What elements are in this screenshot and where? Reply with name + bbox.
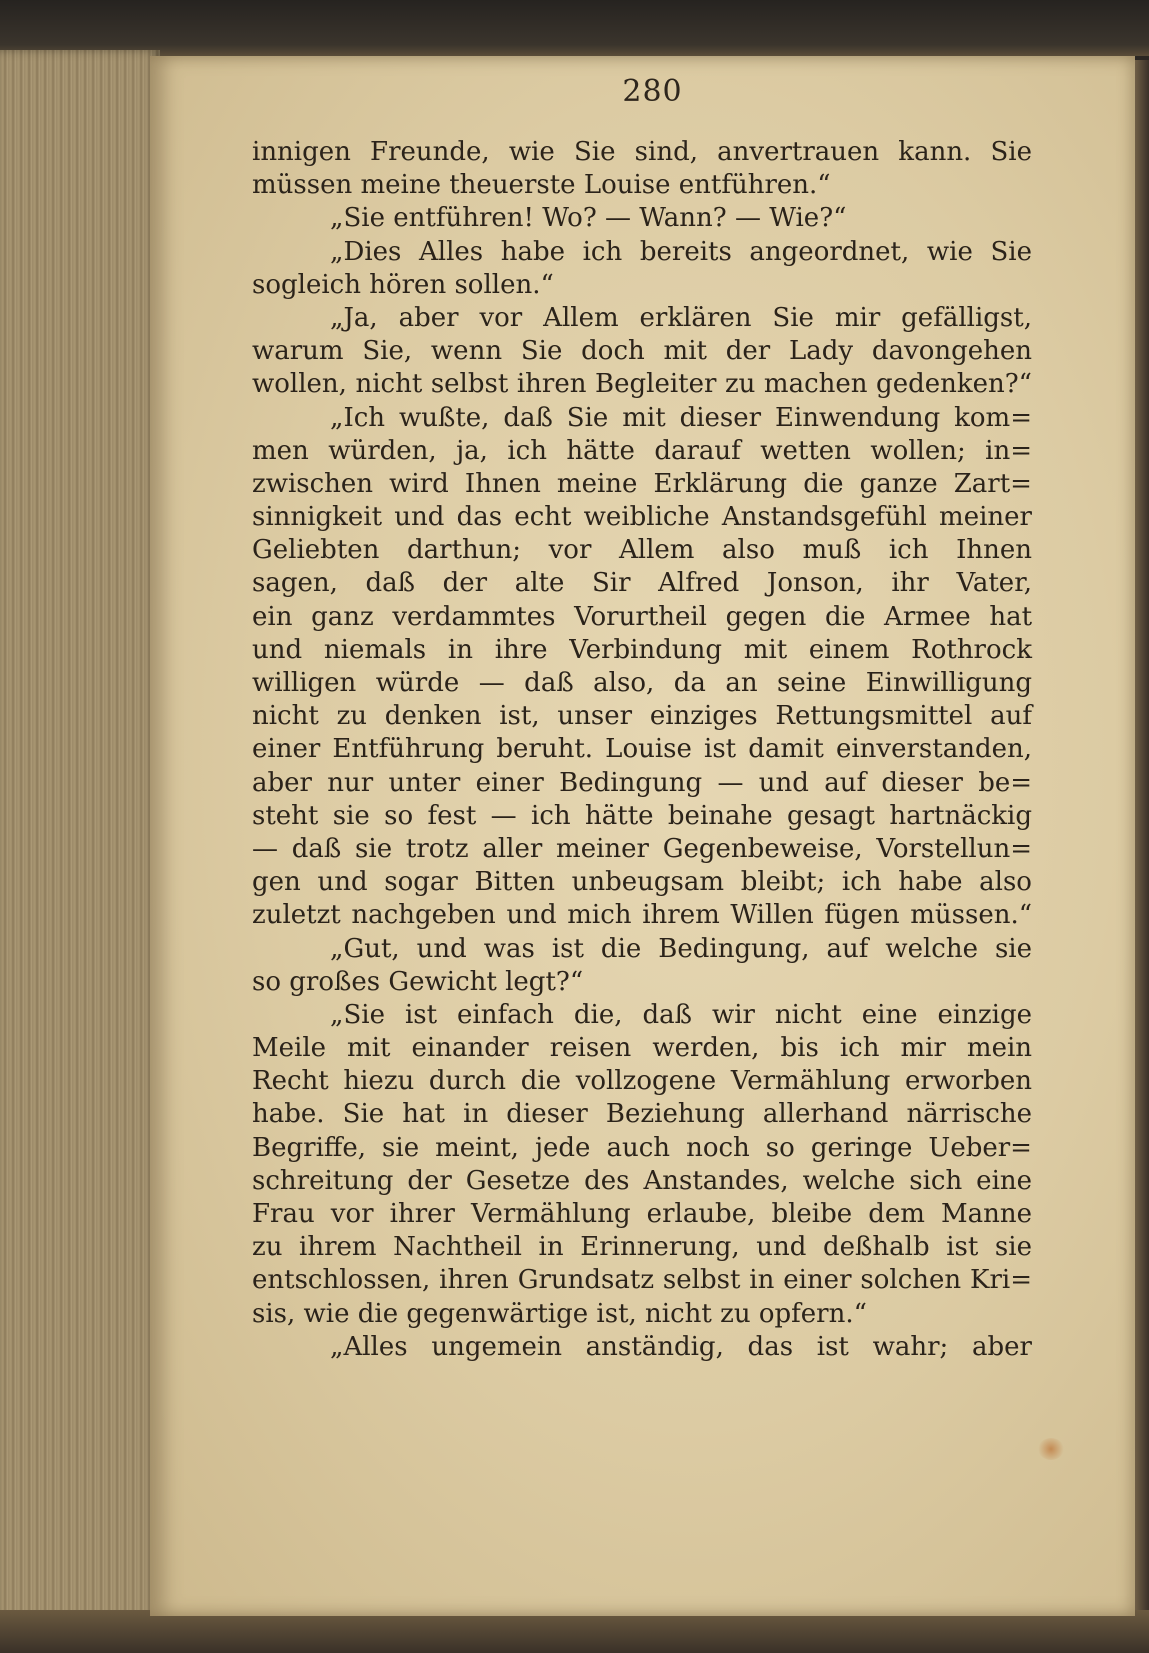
text-line: sagen, daß der alte Sir Alfred Jonson, ihr Vater, — [252, 568, 1033, 599]
text-line: „Ich wußte, daß Sie mit dieser Einwendung kom= — [330, 402, 1032, 433]
text-line: „Alles ungemein anständig, das ist wahr; aber — [330, 1331, 1032, 1362]
background-shadow — [0, 0, 1149, 56]
text-line: nicht zu denken ist, unser einziges Rettungsmittel auf — [252, 701, 1032, 732]
text-line: warum Sie, wenn Sie doch mit der Lady davongehen — [252, 336, 1033, 367]
text-line: Frau vor ihrer Vermählung erlaube, bleibe dem Manne — [252, 1199, 1032, 1229]
bottom-edge — [0, 1610, 1149, 1653]
text-line: gen und sogar Bitten unbeugsam bleibt; ich habe also — [252, 867, 1032, 898]
text-line: innigen Freunde, wie Sie sind, anvertrauen kann. Sie — [252, 137, 1033, 167]
text-line: sis, wie die gegenwärtige ist, nicht zu opfern.“ — [252, 1298, 867, 1329]
text-line: — daß sie trotz aller meiner Gegenbeweise, Vorstellun= — [252, 833, 1032, 864]
text-line: „Ja, aber vor Allem erklären Sie mir gefälligst, — [330, 302, 1032, 333]
text-line: „Sie entführen! Wo? — Wann? — Wie?“ — [330, 203, 847, 234]
text-line: sogleich hören sollen.“ — [252, 269, 554, 300]
text-line: wollen, nicht selbst ihren Begleiter zu machen gedenken?“ — [252, 369, 1032, 400]
text-line: Geliebten darthun; vor Allem also muß ich Ihnen — [252, 535, 1032, 566]
text-line: steht sie so fest — ich hätte beinahe gesagt hartnäckig — [252, 800, 1032, 831]
text-line: aber nur unter einer Bedingung — und auf dieser be= — [252, 767, 1033, 798]
text-line: zu ihrem Nachtheil in Erinnerung, und deßhalb ist sie — [252, 1232, 1032, 1263]
text-line: entschlossen, ihren Grundsatz selbst in einer solchen Kri= — [252, 1265, 1032, 1296]
book-page — [150, 56, 1135, 1616]
text-line: Meile mit einander reisen werden, bis ich mir mein — [252, 1033, 1033, 1064]
text-line: müssen meine theuerste Louise entführen.“ — [252, 170, 831, 201]
text-line: Begriffe, sie meint, jede auch noch so geringe Ueber= — [252, 1132, 1032, 1163]
text-line: habe. Sie hat in dieser Beziehung allerhand närrische — [252, 1099, 1032, 1130]
paper-stain — [1038, 1438, 1064, 1460]
page-text — [252, 136, 1032, 1364]
text-line: und niemals in ihre Verbindung mit einem Rothrock — [252, 634, 1032, 665]
text-line: men würden, ja, ich hätte darauf wetten wollen; in= — [252, 435, 1033, 466]
page-stack-edge — [0, 50, 160, 1653]
text-line: ein ganz verdammtes Vorurtheil gegen die Armee hat — [252, 601, 1033, 632]
text-line: sinnigkeit und das echt weibliche Anstandsgefühl meiner — [252, 502, 1032, 533]
text-line: „Dies Alles habe ich bereits angeordnet, wie Sie — [330, 236, 1032, 267]
text-line: willigen würde — daß also, da an seine Einwilligung — [252, 668, 1033, 698]
text-line: „Gut, und was ist die Bedingung, auf welche sie — [330, 933, 1032, 964]
text-line: zuletzt nachgeben und mich ihrem Willen fügen müssen.“ — [252, 900, 1033, 931]
text-line: zwischen wird Ihnen meine Erklärung die ganze Zart= — [252, 468, 1032, 499]
text-line: so großes Gewicht legt?“ — [252, 966, 584, 997]
text-line: schreitung der Gesetze des Anstandes, welche sich eine — [252, 1165, 1033, 1196]
text-line: Recht hiezu durch die vollzogene Vermählung erworben — [252, 1066, 1032, 1097]
text-line: einer Entführung beruht. Louise ist damit einverstanden, — [252, 734, 1032, 765]
page-number: 280 — [622, 74, 683, 109]
text-line: „Sie ist einfach die, daß wir nicht eine einzige — [330, 999, 1033, 1030]
